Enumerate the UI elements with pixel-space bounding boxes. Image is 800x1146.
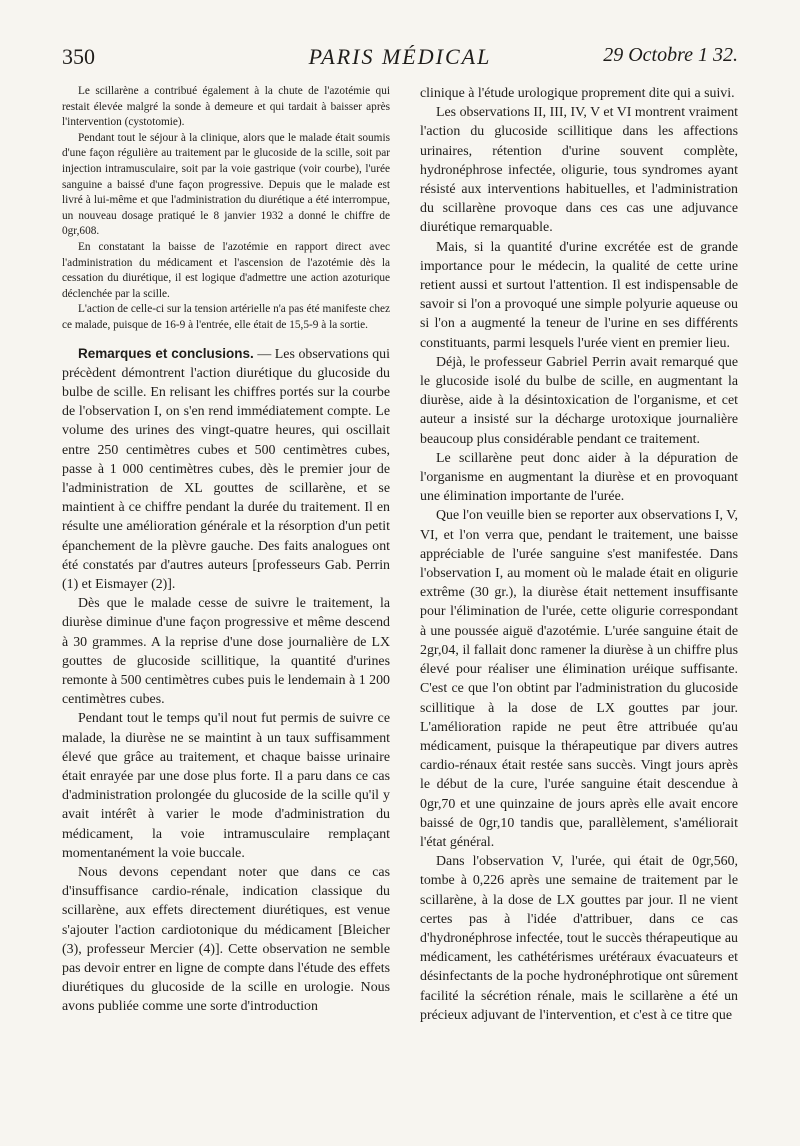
note-paragraph: Le scillarène a contribué également à la chute de l'azotémie qui restait élevée malgré la sonde à demeure et qui tardait à baisser après l'intervention (cystotomie). — [62, 85, 390, 129]
body-paragraph: Le scillarène peut donc aider à la dépuration de l'organisme en augmentant la diurèse et en provoquant une élimination importante de l'urée. — [420, 450, 738, 505]
section-intro-text: — Les observations qui précèdent démontrent l'action diurétique du glucoside du bulbe de scille. En relisant les chiffres portés sur la courbe de l'observation I, on s'en rend immédiatement compte. Le volume des urines des vingt-quatre heures, qui oscillait entre 250 centimètres cubes et 500 centimètres cubes, passe à 1 000 centimètres cubes, dès le premier jour de l'administration de XL gouttes de scillarène, et se maintient à ce chiffre pendant la durée du traitement. Il en résulte une amélioration générale et la résorption d'un petit épanchement de la plèvre gauche. Des faits analogues ont été constatés par d'autres auteurs [professeurs Gab. Perrin (1) et Eismayer (2)]. — [62, 346, 390, 592]
body-paragraph: Dans l'observation V, l'urée, qui était de 0gr,560, tombe à 0,226 après une semaine de traitement par le scillarène, à la dose de LX gouttes par jour. Il ne vient certes pas à l'idée d'attribuer, dans ce cas d'hydronéphrose infectée, tout le succès thérapeutique au médicament, les cathétérismes urétéraux évacuateurs et désinfectants de la poche hydronéphrotique ont sûrement facilité la sécrétion rénale, mais le scillarène a été un précieux adjuvant de l'intervention, et c'est à ce titre que — [420, 854, 738, 1023]
issue-date: 29 Octobre 1 32. — [603, 44, 738, 66]
left-column — [62, 84, 390, 1017]
right-column-body — [420, 84, 738, 1025]
observation-notes — [62, 84, 390, 334]
journal-title: PARIS MÉDICAL — [308, 44, 492, 69]
conclusions-intro — [62, 344, 390, 595]
body-paragraph: Dès que le malade cesse de suivre le traitement, la diurèse diminue d'une façon progressive et même descend à 30 grammes. A la reprise d'une dose journalière de LX gouttes de glucoside scillitique, la quantité d'urines remonte à 500 centimètres cubes puis le lendemain à 1 200 centimètres cubes. — [62, 596, 390, 708]
page-header — [62, 44, 738, 78]
note-paragraph: Pendant tout le séjour à la clinique, alors que le malade était soumis d'une façon régulière au traitement par le glucoside de la scille, soit par injection intramusculaire, soit par la voie gastrique (voir courbe), l'urée sanguine a baissé d'une façon progressive. Depuis que le malade est livré à lui-même et que l'administration du diurétique a été interrompue, un nouveau dosage pratiqué le 8 janvier 1932 a donné le chiffre de 0gr,608. — [62, 131, 390, 238]
body-paragraph: Déjà, le professeur Gabriel Perrin avait remarqué que le glucoside isolé du bulbe de scille, en augmentant la diurèse, aide à la désintoxication de l'organisme, et cet auteur a insisté sur la décharge urotoxique journalière beaucoup plus considérable pendant ce traitement. — [420, 354, 738, 447]
page-number: 350 — [62, 44, 95, 69]
body-paragraph: Nous devons cependant noter que dans ce cas d'insuffisance cardio-rénale, indication classique du scillarène, aux effets directement diurétiques, est venue s'ajouter l'action cardiotonique du médicament [Bleicher (3), professeur Mercier (4)]. Cette observation ne semble pas devoir entrer en ligne de compte dans l'étude des effets diurétiques du glucoside de la scille en urologie. Nous avons publiée comme une sorte d'introduction — [62, 864, 390, 1015]
note-paragraph: En constatant la baisse de l'azotémie en rapport direct avec l'administration du médicament et l'ascension de l'azotémie dès la cessation du diurétique, il est logique d'admettre une action azoturique déclenchée par la scille. — [62, 240, 390, 300]
body-paragraph: Pendant tout le temps qu'il nout fut permis de suivre ce malade, la diurèse ne se maintint à un taux suffisamment élevé que grâce au traitement, et chaque baisse urinaire était enrayée par une dose plus forte. Il a paru dans ce cas d'administration prolongée du glucoside de la scille qu'il y avait intérêt à varier le mode d'administration du médicament, la voie intramusculaire remplaçant momentanément la voie buccale. — [62, 711, 390, 861]
right-column — [420, 84, 738, 1025]
body-paragraph: Les observations II, III, IV, V et VI montrent vraiment l'action du glucoside scillitique dans les affections urinaires, rétention d'urine souvent complète, hydronéphrose infectée, oligurie, tous syndromes ayant résisté aux interventions habituelles, et l'administration du scillarène provoque dans ces cas une adjuvance diurétique remarquable. — [420, 105, 738, 236]
continuation-paragraph: clinique à l'étude urologique proprement dite qui a suivi. — [420, 86, 735, 101]
body-paragraph: Que l'on veuille bien se reporter aux observations I, V, VI, et l'on verra que, pendant le traitement, une baisse appréciable de l'urée sanguine s'est manifestée. Dans l'observation I, au moment où le malade était en oligurie extrême (30 gr.), la diurèse était nettement insuffisante pour l'élimination de l'urée, cette oligurie correspondant à une poussée aiguë d'azotémie. L'urée sanguine était de 2gr,04, il fallait donc ramener la diurèse à un chiffre plus élevé pour réaliser une élimination uréique suffisante. C'est ce que l'on obtint par l'administration du glucoside scillitique à la dose de LX gouttes par jour. L'amélioration rapide ne peut être attribuée qu'au médicament, puisque la thérapeutique par divers autres cardio-rénaux était restée sans succès. Vingt jours après le début de la cure, l'urée sanguine était descendue à 0gr,70 et une quinzaine de jours après elle avait encore baissé de 0gr,10 tandis que, parallèlement, s'améliorait l'état général. — [420, 508, 738, 850]
body-paragraph: Mais, si la quantité d'urine excrétée est de grande importance pour le médecin, la qualité de cette urine retient aussi et surtout l'attention. Il est indispensable de savoir si l'on a provoqué une simple polyurie aqueuse ou si l'on a augmenté la teneur de l'urine en ses différents constituants, parmi lesquels l'urée vient en premier lieu. — [420, 239, 738, 351]
note-paragraph: L'action de celle-ci sur la tension artérielle n'a pas été manifeste chez ce malade, puisque de 16-9 à l'entrée, elle était de 15,5-9 à la sortie. — [62, 303, 390, 331]
conclusions-section — [62, 344, 390, 1017]
section-heading: Remarques et conclusions. — [78, 345, 254, 361]
